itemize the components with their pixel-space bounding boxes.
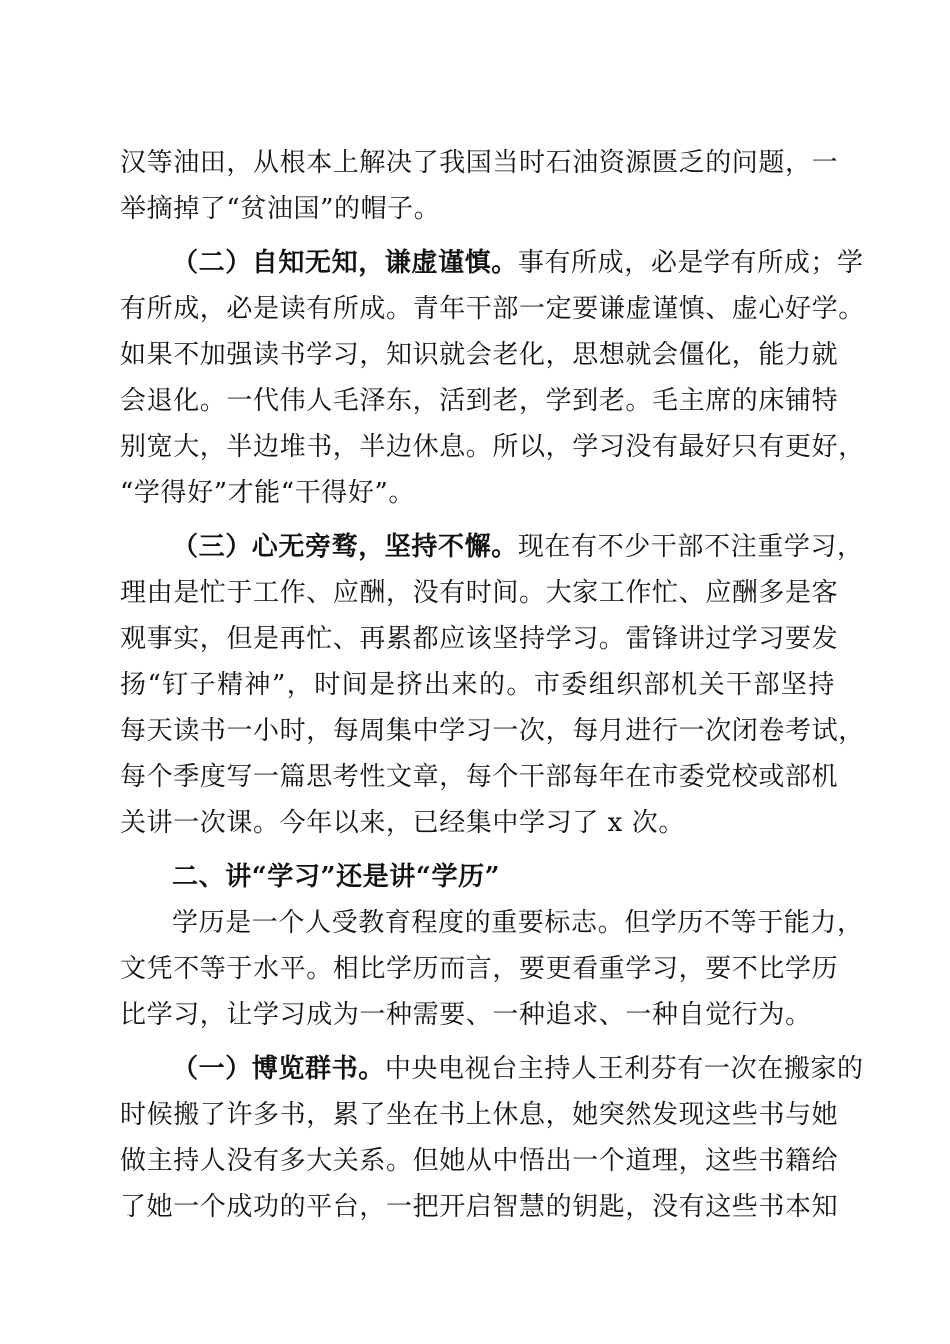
text-run: 现在有不少干部不注重学习， [517, 532, 864, 562]
text-line: 比学习，让学习成为一种需要、一种追求、一种自觉行为。 [120, 1000, 812, 1030]
text-line: 时候搬了许多书，累了坐在书上休息，她突然发现这些书与她 [120, 1100, 839, 1130]
text-line: 理由是忙于工作、应酬，没有时间。大家工作忙、应酬多是客 [120, 578, 839, 608]
text-line: 观事实，但是再忙、再累都应该坚持学习。雷锋讲过学习要发 [120, 624, 839, 654]
text-run: 事有所成，必是学有所成；学 [517, 248, 864, 278]
text-run: 中央电视台主持人王利芬有一次在搬家的 [384, 1054, 864, 1084]
section-title: 二、讲“学习”还是讲“学历” [172, 862, 501, 892]
text-line: 汉等油田，从根本上解决了我国当时石油资源匮乏的问题，一 [120, 148, 839, 178]
text-line: 扬“钉子精神”，时间是挤出来的。市委组织部机关干部坚持 [120, 670, 835, 700]
text-line: 如果不加强读书学习，知识就会老化，思想就会僵化，能力就 [120, 340, 839, 370]
subheading: （二）自知无知，谦虚谨慎。 [172, 248, 518, 278]
text-line: 关讲一次课。今年以来，已经集中学习了 x 次。 [120, 808, 685, 838]
text-line: 别宽大，半边堆书，半边休息。所以，学习没有最好只有更好， [120, 432, 865, 462]
text-line: 了她一个成功的平台，一把开启智慧的钥匙，没有这些书本知 [120, 1192, 839, 1222]
paragraph-first-line: 学历是一个人受教育程度的重要标志。但学历不等于能力， [172, 908, 864, 938]
text-line: 有所成，必是读有所成。青年干部一定要谦虚谨慎、虚心好学。 [120, 294, 865, 324]
text-line: 会退化。一代伟人毛泽东，活到老，学到老。毛主席的床铺特 [120, 386, 839, 416]
text-line: 每个季度写一篇思考性文章，每个干部每年在市委党校或部机 [120, 762, 839, 792]
text-line: 举摘掉了“贫油国”的帽子。 [120, 194, 441, 224]
text-line: “学得好”才能“干得好”。 [120, 478, 415, 508]
paragraph-first-line [120, 524, 864, 570]
subheading: （一）博览群书。 [172, 1054, 385, 1084]
document-body [120, 140, 865, 1230]
text-line: 文凭不等于水平。相比学历而言，要更看重学习，要不比学历 [120, 954, 839, 984]
text-line: 每天读书一小时，每周集中学习一次，每月进行一次闭卷考试， [120, 716, 865, 746]
subheading: （三）心无旁骛，坚持不懈。 [172, 532, 518, 562]
paragraph-first-line [120, 240, 864, 286]
text-line: 做主持人没有多大关系。但她从中悟出一个道理，这些书籍给 [120, 1146, 839, 1176]
paragraph-first-line [120, 1046, 864, 1092]
